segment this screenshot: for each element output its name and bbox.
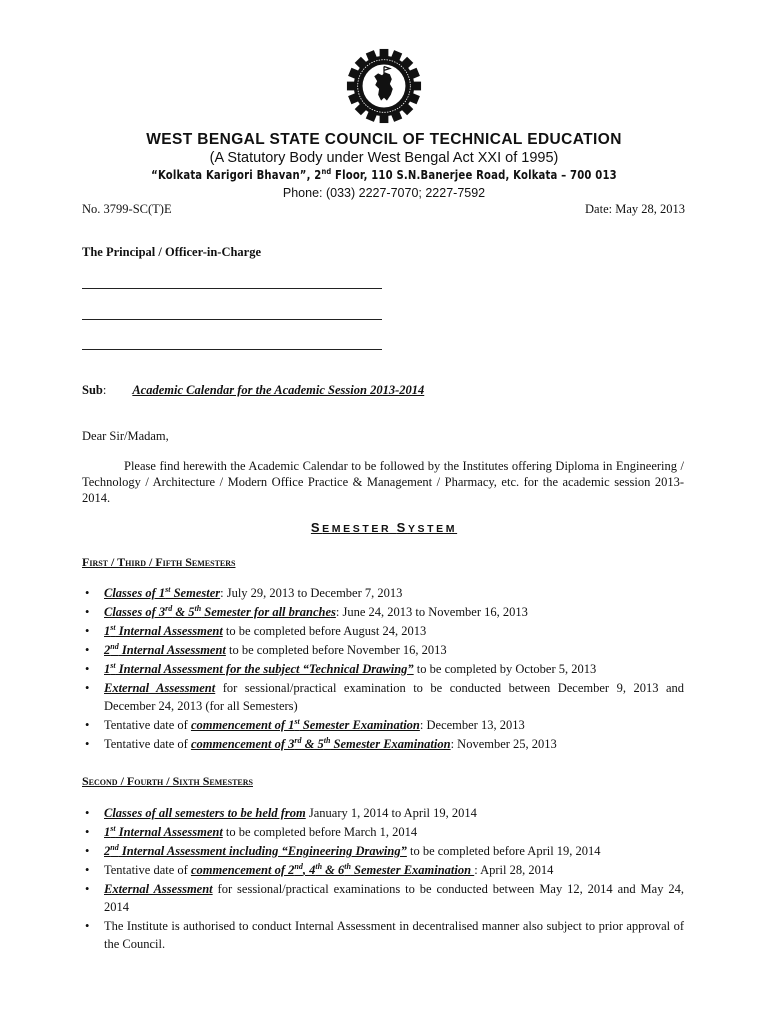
subject-text: Academic Calendar for the Academic Session 2013-2014 <box>132 383 425 397</box>
council-name: WEST BENGAL STATE COUNCIL OF TECHNICAL EDUCATION <box>146 131 622 148</box>
list-item: • Classes of 1st Semester: July 29, 2013 to December 7, 2013 <box>82 584 684 603</box>
list-item: • 1st Internal Assessment to be completed before March 1, 2014 <box>82 823 684 842</box>
odd-semester-list <box>82 584 684 754</box>
list-item: • 1st Internal Assessment for the subject “Technical Drawing” to be completed by October 5, 2013 <box>82 660 684 679</box>
list-item: • Tentative date of commencement of 2nd, 4th & 6th Semester Examination : April 28, 2014 <box>82 861 684 880</box>
list-item: • 1st Internal Assessment to be completed before August 24, 2013 <box>82 622 684 641</box>
list-item: • Tentative date of commencement of 1st Semester Examination: December 13, 2013 <box>82 716 684 735</box>
semester-system-heading: SEMESTER SYSTEM <box>310 520 458 535</box>
list-item: • 2nd Internal Assessment including “Engineering Drawing” to be completed before April 19, 2014 <box>82 842 684 861</box>
list-item: • External Assessment for sessional/practical examination to be conducted between December 9, 2013 and December 24, 2013 (for all Semesters) <box>82 679 684 715</box>
list-item: • Classes of 3rd & 5th Semester for all branches: June 24, 2013 to November 16, 2013 <box>82 603 684 622</box>
list-item: • Tentative date of commencement of 3rd & 5th Semester Examination: November 25, 2013 <box>82 735 684 754</box>
intro-text: Please find herewith the Academic Calendar to be followed by the Institutes offering Diploma in Engineering / Technology / Architecture / Modern Office Practice & Management / Pharmacy, etc. for the academic session 2013-2014. <box>82 459 684 505</box>
list-item: • The Institute is authorised to conduct Internal Assessment in decentralised manner also subject to prior approval of the Council. <box>82 917 684 953</box>
reference-number: No. 3799-SC(T)E <box>82 202 172 216</box>
salutation: Dear Sir/Madam, <box>82 429 169 443</box>
list-item: • External Assessment for sessional/practical examinations to be conducted between May 12, 2014 and May 24, 2014 <box>82 880 684 916</box>
subject-label: Sub <box>82 383 103 397</box>
section-heading-even-semesters: Second / Fourth / Sixth Semesters <box>82 774 253 788</box>
phone-line: Phone: (033) 2227-7070; 2227-7592 <box>282 186 486 200</box>
section-heading-odd-semesters: First / Third / Fifth Semesters <box>82 555 236 569</box>
subject-line: Sub: Academic Calendar for the Academic Session 2013-2014 <box>82 383 425 397</box>
address-blank-line <box>82 349 382 350</box>
list-item: • Classes of all semesters to be held from January 1, 2014 to April 19, 2014 <box>82 804 684 823</box>
council-seal-logo <box>345 46 423 126</box>
list-item: • 2nd Internal Assessment to be completed before November 16, 2013 <box>82 641 684 660</box>
address-blank-line <box>82 288 382 289</box>
intro-paragraph <box>82 458 684 506</box>
letter-date: Date: May 28, 2013 <box>585 202 685 216</box>
statutory-line: (A Statutory Body under West Bengal Act XXI of 1995) <box>209 150 559 166</box>
even-semester-list <box>82 804 684 954</box>
addressee: The Principal / Officer-in-Charge <box>82 245 262 259</box>
address-blank-line <box>82 319 382 320</box>
address-line: “Kolkata Karigori Bhavan”, 2nd Floor, 110 S.N.Banerjee Road, Kolkata – 700 013 <box>151 167 617 182</box>
